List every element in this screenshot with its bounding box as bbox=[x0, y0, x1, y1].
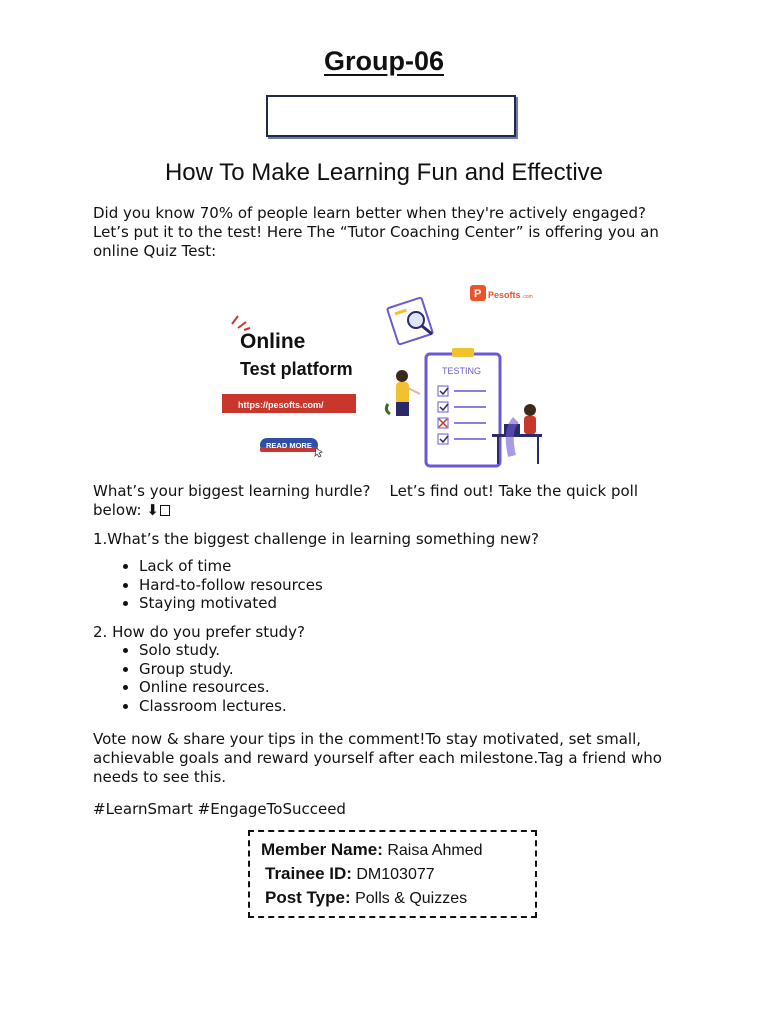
list-item: • Lack of time bbox=[139, 557, 323, 576]
question-1: 1.What’s the biggest challenge in learning something new? bbox=[93, 530, 539, 548]
post-type-row bbox=[265, 888, 467, 908]
advert-headline-2: Test platform bbox=[240, 359, 353, 379]
pesofts-logo bbox=[470, 285, 533, 301]
post-type-value: Polls & Quizzes bbox=[355, 890, 468, 907]
question-2: 2. How do you prefer study? bbox=[93, 623, 305, 641]
list-item: • Online resources. bbox=[139, 678, 287, 697]
article-heading: How To Make Learning Fun and Effective bbox=[164, 159, 604, 186]
testing-board bbox=[426, 348, 500, 466]
poll-intro bbox=[93, 482, 683, 520]
box-icon bbox=[160, 505, 170, 516]
person-illustration bbox=[386, 370, 420, 416]
testing-label: TESTING bbox=[442, 366, 482, 376]
trainee-id-row bbox=[265, 864, 435, 884]
read-more-button[interactable] bbox=[260, 438, 322, 457]
list-item: • Classroom lectures. bbox=[139, 697, 287, 716]
cursor-icon bbox=[315, 448, 322, 457]
member-name-label: Member Name: bbox=[261, 840, 383, 859]
list-item: • Group study. bbox=[139, 660, 287, 679]
list-item: • Staying motivated bbox=[139, 594, 323, 613]
trainee-id-value: DM103077 bbox=[356, 866, 435, 883]
advert-url: https://pesofts.com/ bbox=[238, 400, 324, 410]
svg-text:P: P bbox=[474, 288, 482, 300]
online-test-advert bbox=[220, 280, 550, 470]
intro-paragraph: Did you know 70% of people learn better when they're actively engaged? Let’s put it to the test! Here The “Tutor Coaching Center” is offering you an online Quiz Test: bbox=[93, 204, 659, 260]
poll-intro-line-2 bbox=[93, 501, 683, 520]
vote-paragraph: Vote now & share your tips in the comment!To stay motivated, set small, achievable goals and reward yourself after each milestone.Tag a friend who needs to see this. bbox=[93, 730, 662, 786]
post-type-label: Post Type: bbox=[265, 888, 351, 907]
hashtags: #LearnSmart #EngageToSucceed bbox=[93, 800, 346, 818]
advert-headline-1: Online bbox=[240, 330, 306, 353]
poll-intro-below: below: ⬇ bbox=[93, 501, 159, 519]
read-more-label: READ MORE bbox=[266, 441, 312, 450]
list-item: • Hard-to-follow resources bbox=[139, 576, 323, 595]
question-2-options bbox=[93, 641, 287, 715]
member-name-value: Raisa Ahmed bbox=[387, 842, 483, 859]
blank-name-box bbox=[266, 95, 516, 137]
question-1-options bbox=[93, 557, 323, 613]
list-item: • Solo study. bbox=[139, 641, 287, 660]
member-name-row bbox=[261, 840, 483, 860]
poll-intro-line-1: What’s your biggest learning hurdle? Let’s find out! Take the quick poll bbox=[93, 482, 638, 500]
svg-text:Pesofts: Pesofts bbox=[488, 290, 521, 300]
page-title: Group-06 bbox=[323, 46, 444, 76]
member-info-box bbox=[248, 830, 537, 918]
svg-text:.com: .com bbox=[522, 294, 533, 300]
trainee-id-label: Trainee ID: bbox=[265, 864, 352, 883]
doodle-icon bbox=[232, 316, 250, 330]
clipboard-search-icon bbox=[387, 297, 433, 344]
